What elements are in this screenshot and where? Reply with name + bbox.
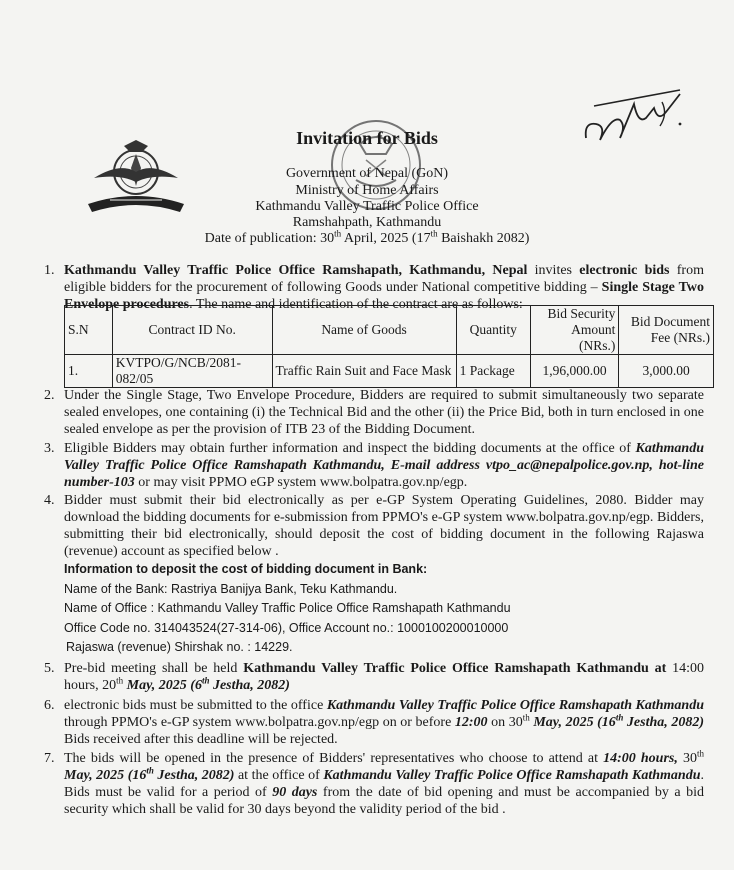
header-contract-id: Contract ID No. bbox=[112, 306, 272, 355]
cell-quantity: 1 Package bbox=[456, 355, 530, 388]
header-sn: S.N bbox=[65, 306, 113, 355]
cell-sn: 1. bbox=[65, 355, 113, 388]
bank-info bbox=[64, 560, 704, 658]
publication-date: Date of publication: 30th April, 2025 (17th Baishakh 2082) bbox=[204, 228, 530, 246]
clause-5: 5. Pre-bid meeting shall be held Kathmandu Valley Traffic Police Office Ramshapath Kathmandu at 14:00 hours, 20th May, 2025 (6th Jestha, 2082) bbox=[44, 661, 704, 693]
header-bid-security: Bid Security Amount (NRs.) bbox=[530, 306, 619, 355]
header-government: Government of Nepal (GoN) bbox=[285, 166, 449, 181]
bank-office-code: Office Code no. 314043524(27-314-06), Office Account no.: 1000100200010000 bbox=[64, 620, 509, 635]
contract-table bbox=[64, 305, 714, 388]
cell-doc-fee: 3,000.00 bbox=[619, 355, 714, 388]
header-goods: Name of Goods bbox=[272, 306, 456, 355]
header-ministry: Ministry of Home Affairs bbox=[295, 183, 439, 198]
clause-2: 2. Under the Single Stage, Two Envelope Procedure, Bidders are required to submit simultaneously two separate sealed envelopes, one containing (i) the Technical Bid and the other (ii) the Price Bid, both in turn enclosed in one sealed envelope as per the provision of ITB 23 of the Bidding Document. bbox=[44, 388, 704, 437]
table-header-row bbox=[65, 306, 714, 355]
cell-contract-id: KVTPO/G/NCB/2081-082/05 bbox=[112, 355, 272, 388]
header-doc-fee: Bid Document Fee (NRs.) bbox=[619, 306, 714, 355]
clause-6: 6. electronic bids must be submitted to the office Kathmandu Valley Traffic Police Office Ramshapath Kathmandu through PPMO's e-GP system www.bolpatra.gov.np/egp on or before 12:00 on 30th May, 2025 (16th Jestha, 2082) Bids received after this deadline will be rejected. bbox=[44, 698, 704, 747]
document-title: Invitation for Bids bbox=[296, 128, 438, 148]
header-location: Ramshahpath, Kathmandu bbox=[292, 215, 442, 230]
table-row bbox=[65, 355, 714, 388]
clause-1: 1. Kathmandu Valley Traffic Police Office Ramshapath, Kathmandu, Nepal invites electronic bids from eligible bidders for the procurement of following Goods under National competitive bidding – Single Stage Two Envelope procedures. The name and identification of the contract are as follows: bbox=[44, 263, 704, 312]
clause-3: 3. Eligible Bidders may obtain further information and inspect the bidding documents at the office of Kathmandu Valley Traffic Police Office Ramshapath Kathmandu, E-mail address vtpo_ac@nepalpolice.gov.np, hot-line number-103 or may visit PPMO eGP system www.bolpatra.gov.np/egp. bbox=[44, 441, 704, 490]
cell-goods: Traffic Rain Suit and Face Mask bbox=[272, 355, 456, 388]
bank-office-name: Name of Office : Kathmandu Valley Traffic Police Office Ramshapath Kathmandu bbox=[64, 601, 511, 615]
clause-7: 7. The bids will be opened in the presence of Bidders' representatives who choose to attend at 14:00 hours, 30th May, 2025 (16th Jestha, 2082) at the office of Kathmandu Valley Traffic Police Office Ramshapath Kathmandu. Bids must be valid for a period of 90 days from the date of bid opening and must be accompanied by a bid security which shall be valid for 30 days beyond the validity period of the bid . bbox=[44, 748, 705, 817]
bank-name: Name of the Bank: Rastriya Banijya Bank, Teku Kathmandu. bbox=[64, 581, 398, 596]
bank-heading: Information to deposit the cost of bidding document in Bank: bbox=[64, 562, 428, 576]
bank-rajaswa: Rajaswa (revenue) Shirshak no. : 14229. bbox=[66, 640, 293, 654]
header-quantity: Quantity bbox=[456, 306, 530, 355]
cell-bid-security: 1,96,000.00 bbox=[530, 355, 619, 388]
header-office: Kathmandu Valley Traffic Police Office bbox=[255, 199, 479, 214]
clause-4: 4. Bidder must submit their bid electronically as per e-GP System Operating Guidelines, 2080. Bidder may download the bidding documents for e-submission from PPMO's e-GP system www.bolpatra.gov.np/egp. Bidders, submitting their bid electronically, should deposit the cost of bidding document in the following Rajaswa (revenue) account as specified below . bbox=[44, 493, 704, 559]
